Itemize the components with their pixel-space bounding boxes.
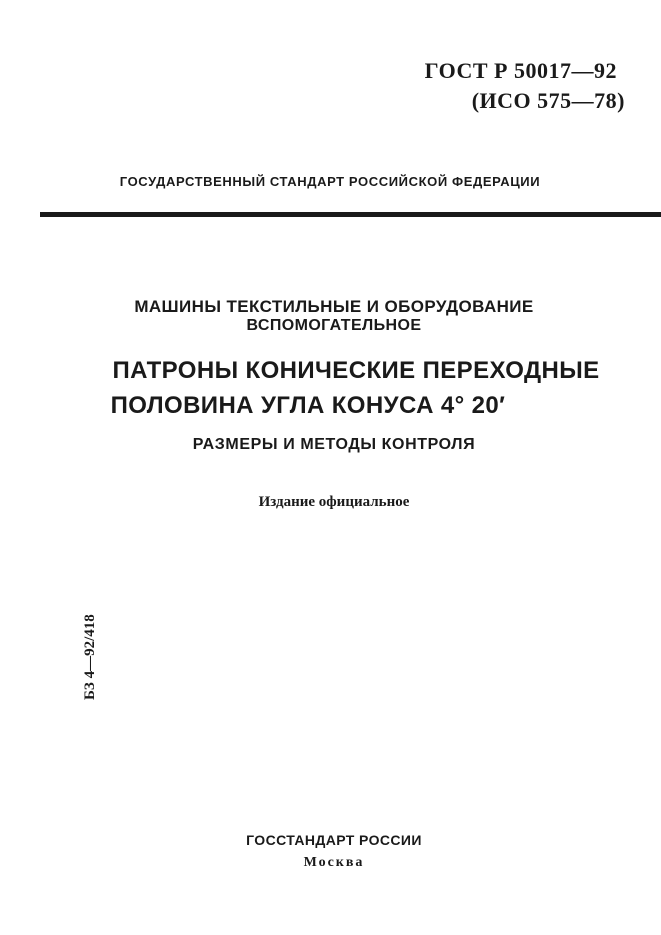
edition-note: Издание официальное: [258, 494, 410, 510]
header-divider: [40, 212, 661, 217]
document-subtitle: РАЗМЕРЫ И МЕТОДЫ КОНТРОЛЯ: [192, 436, 476, 453]
iso-code: (ИСО 575—78): [471, 88, 625, 113]
document-title-line-1: ПАТРОНЫ КОНИЧЕСКИЕ ПЕРЕХОДНЫЕ: [112, 357, 600, 384]
publisher: ГОССТАНДАРТ РОССИИ: [246, 832, 422, 848]
state-standard-heading: ГОСУДАРСТВЕННЫЙ СТАНДАРТ РОССИЙСКОЙ ФЕДЕРАЦИИ: [119, 174, 541, 189]
publication-city: Москва: [303, 855, 365, 870]
document-title-line-2: ПОЛОВИНА УГЛА КОНУСА 4° 20′: [110, 392, 506, 419]
category-line-2: ВСПОМОГАТЕЛЬНОЕ: [246, 317, 422, 334]
gost-code: ГОСТ Р 50017—92: [424, 58, 617, 83]
category-line-1: МАШИНЫ ТЕКСТИЛЬНЫЕ И ОБОРУДОВАНИЕ: [134, 297, 534, 316]
side-publication-code: БЗ 4—92/418: [82, 614, 98, 700]
